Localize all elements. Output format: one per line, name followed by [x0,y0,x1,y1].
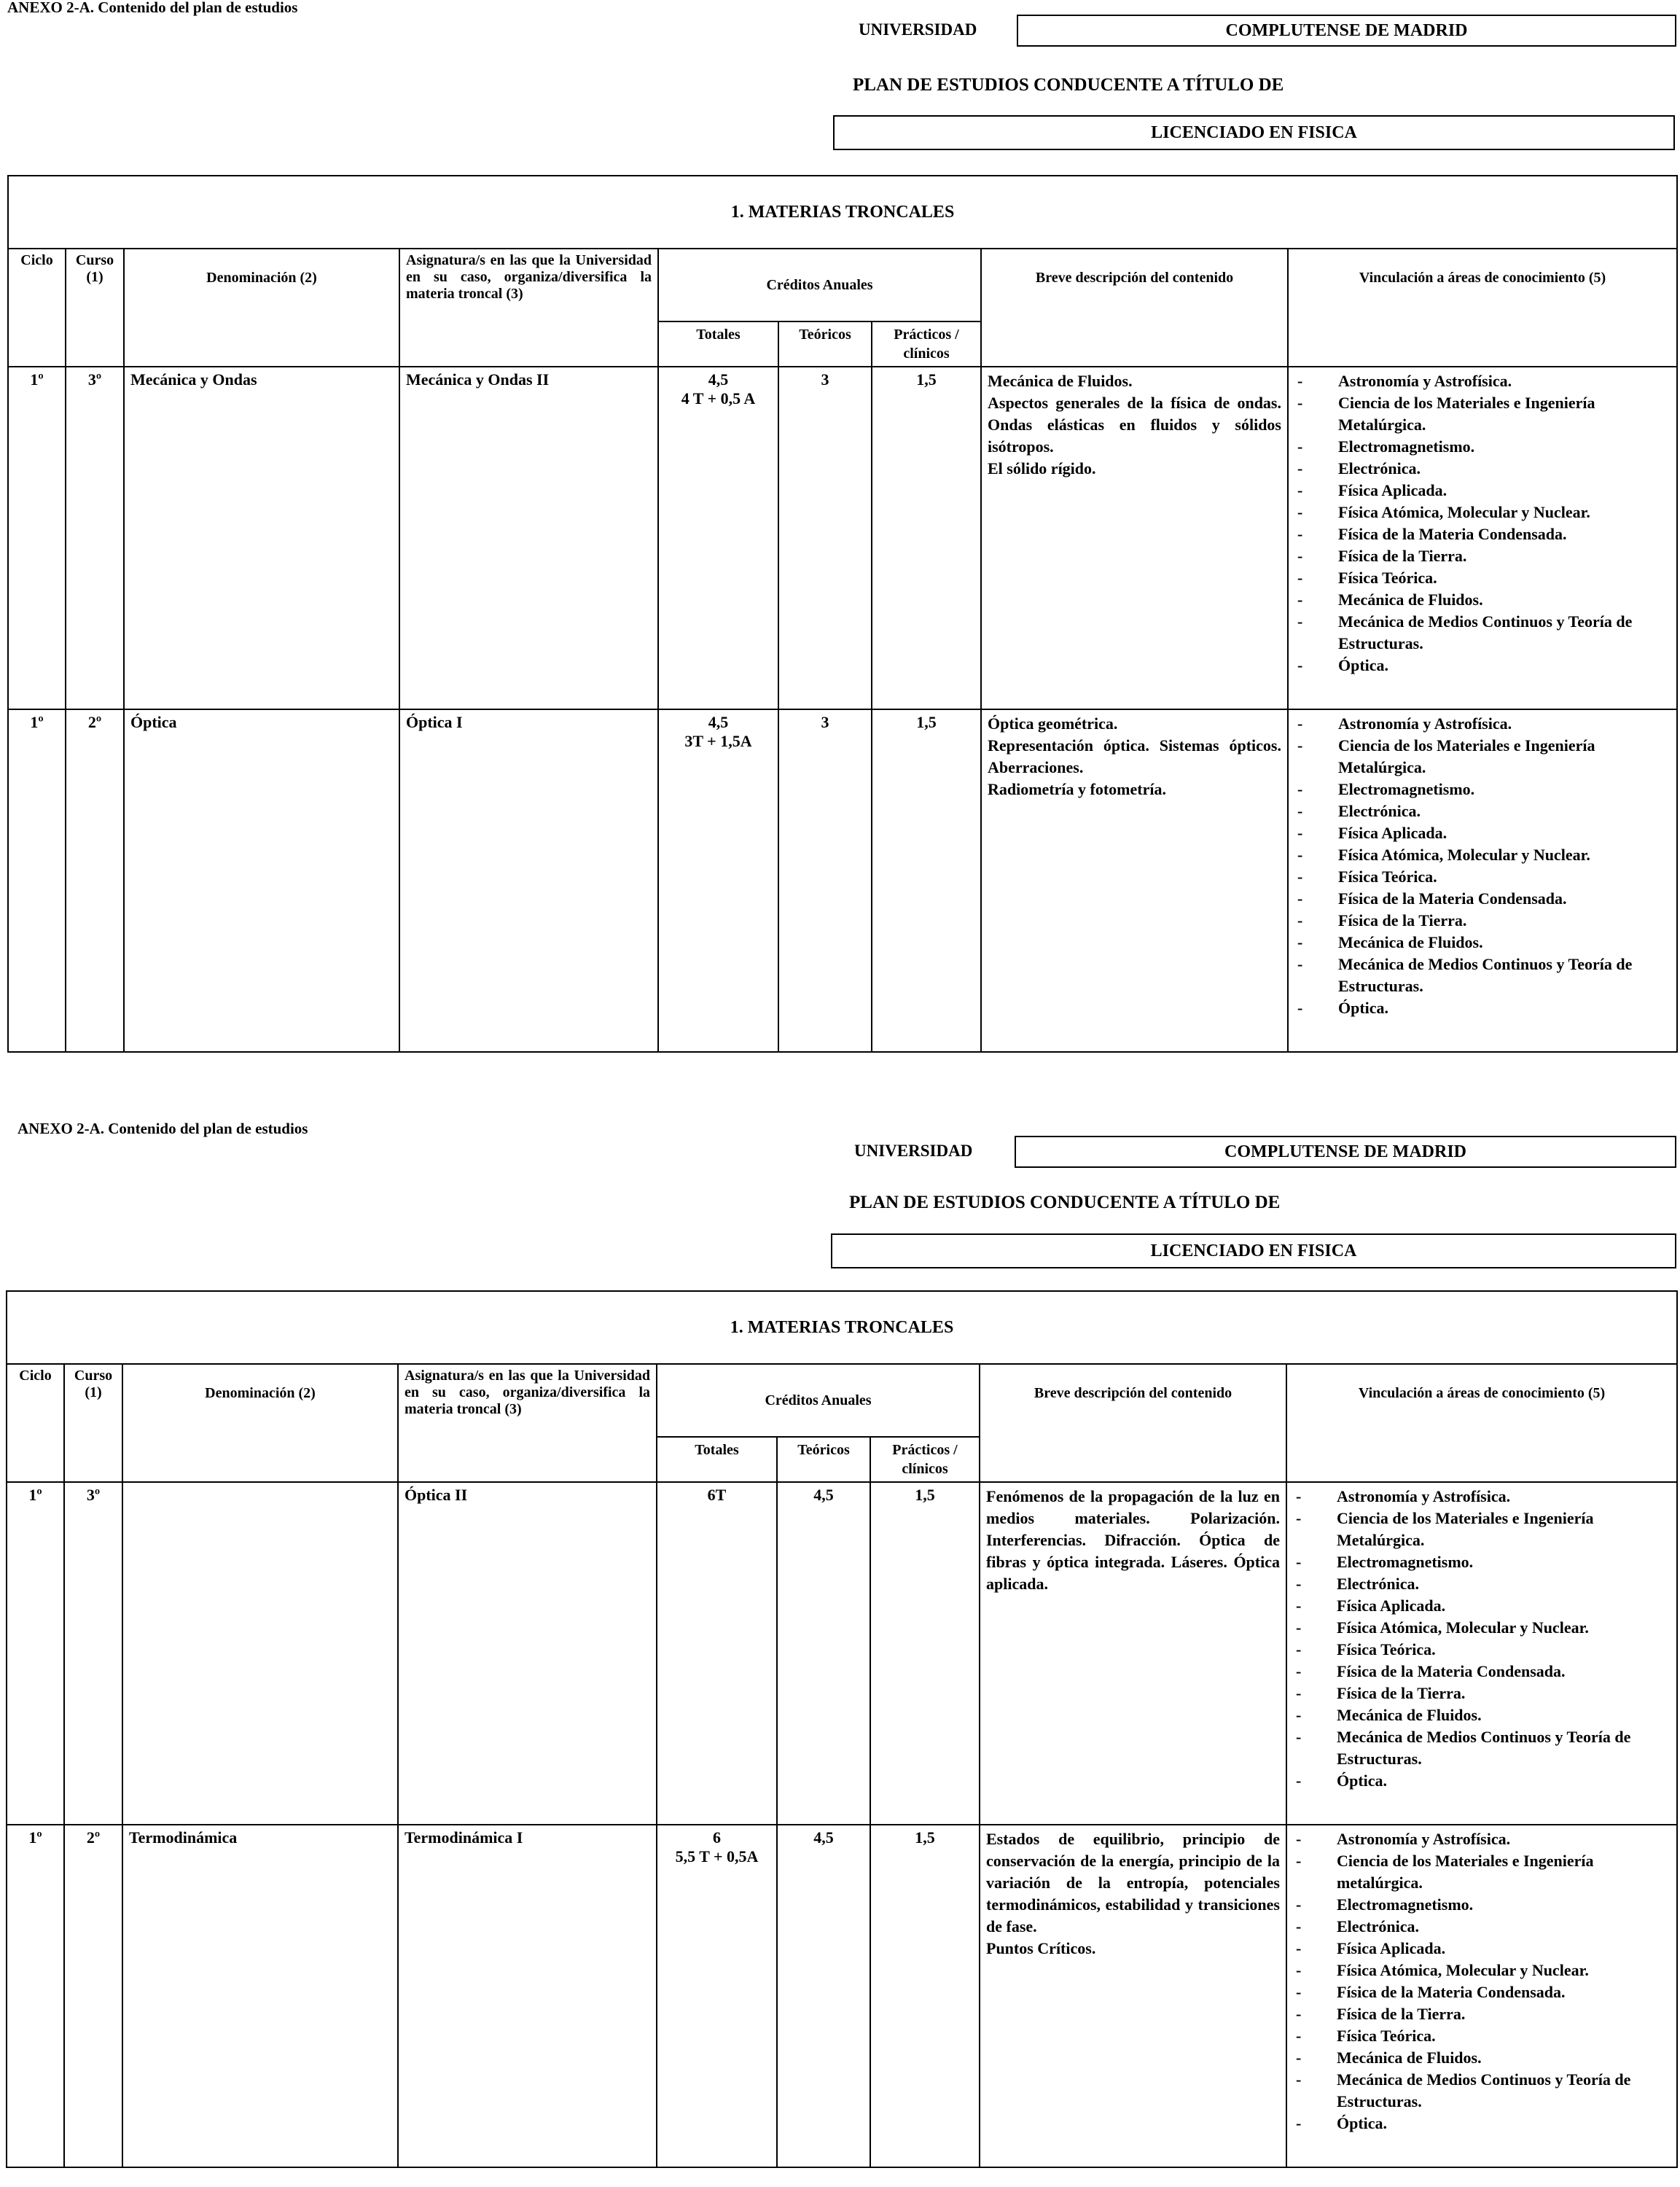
table-title: 1. MATERIAS TRONCALES [8,176,1677,249]
area-item: - Física Atómica, Molecular y Nuclear. [1293,1617,1671,1639]
cell-teoricos: 3 [778,709,872,1052]
cell-practicos: 1,5 [870,1482,980,1825]
cell-teoricos: 4,5 [777,1482,870,1825]
table-title: 1. MATERIAS TRONCALES [7,1291,1677,1364]
header-vinculacion: Vinculación a áreas de conocimiento (5) [1286,1364,1677,1482]
cell-asignatura: Termodinámica I [398,1825,657,2167]
area-item: - Astronomía y Astrofísica. [1294,713,1671,735]
area-item: - Física de la Materia Condensada. [1294,888,1671,910]
area-item: - Física de la Materia Condensada. [1294,523,1671,545]
annex-title: ANEXO 2-A. Contenido del plan de estudios [7,0,298,16]
header-denominacion: Denominación (2) [122,1364,398,1482]
area-item: - Mecánica de Fluidos. [1293,1704,1671,1726]
area-item: - Astronomía y Astrofísica. [1293,1828,1671,1850]
header-creditos: Créditos Anuales [657,1364,980,1437]
cell-descripcion: Fenómenos de la propagación de la luz en medios materiales. Polarización. Interferencias. Difracción. Óptica de fibras y óptica integrada. Láseres. Óptica aplicada. [980,1482,1286,1825]
cell-practicos: 1,5 [872,709,981,1052]
area-item: - Mecánica de Medios Continuos y Teoría de Estructuras. [1293,2069,1671,2113]
cell-asignatura: Óptica I [399,709,658,1052]
cell-ciclo: 1º [8,367,66,709]
area-item: - Física Aplicada. [1293,1595,1671,1617]
totales-value: 4,5 [708,713,729,731]
cell-asignatura: Óptica II [398,1482,657,1825]
table-row [7,1482,1677,1825]
cell-descripcion: Óptica geométrica. Representación óptica. Sistemas ópticos. Aberraciones. Radiometría y fotometría. [981,709,1288,1052]
header-curso: Curso (1) [64,1364,122,1482]
area-item: - Astronomía y Astrofísica. [1293,1486,1671,1508]
cell-denominacion: Mecánica y Ondas [124,367,399,709]
cell-curso: 3º [66,367,124,709]
header-descripcion: Breve descripción del contenido [981,249,1288,367]
header-teoricos: Teóricos [778,321,872,367]
table-row [8,367,1677,709]
cell-descripcion: Mecánica de Fluidos. Aspectos generales de la física de ondas. Ondas elásticas en fluidos y sólidos isótropos. El sólido rígido. [981,367,1288,709]
cell-teoricos: 4,5 [777,1825,870,2167]
totales-split: 5,5 T + 0,5A [675,1847,759,1866]
area-item: - Física Aplicada. [1293,1938,1671,1960]
header-practicos: Prácticos / clínicos [872,321,981,367]
area-item: - Ciencia de los Materiales e Ingeniería metalúrgica. [1293,1850,1671,1894]
area-item: - Física Atómica, Molecular y Nuclear. [1294,844,1671,866]
header-denominacion: Denominación (2) [124,249,399,367]
header-descripcion: Breve descripción del contenido [980,1364,1286,1482]
university-box: COMPLUTENSE DE MADRID [1017,15,1676,47]
cell-denominacion [122,1482,398,1825]
area-item: - Óptica. [1293,2113,1671,2135]
area-item: - Electromagnetismo. [1294,436,1671,458]
area-item: - Astronomía y Astrofísica. [1294,370,1671,392]
area-item: - Electromagnetismo. [1293,1551,1671,1573]
area-item: - Electrónica. [1293,1573,1671,1595]
table-row [7,1825,1677,2167]
cell-asignatura: Mecánica y Ondas II [399,367,658,709]
totales-value: 6T [707,1486,727,1504]
header-asignatura: Asignatura/s en las que la Universidad en su caso, organiza/diversifica la materia troncal (3) [398,1364,657,1482]
area-item: - Física de la Tierra. [1293,1683,1671,1704]
area-item: - Óptica. [1294,997,1671,1019]
area-item: - Física de la Materia Condensada. [1293,1661,1671,1683]
materias-table [6,1290,1678,2168]
area-item: - Física Teórica. [1294,866,1671,888]
area-item: - Física Atómica, Molecular y Nuclear. [1293,1960,1671,1981]
cell-curso: 3º [64,1482,122,1825]
area-item: - Física de la Tierra. [1293,2003,1671,2025]
totales-value: 4,5 [708,370,729,389]
header-ciclo: Ciclo [8,249,66,367]
areas-list [1294,713,1671,1019]
area-item: - Ciencia de los Materiales e Ingeniería Metalúrgica. [1294,392,1671,436]
cell-ciclo: 1º [8,709,66,1052]
cell-areas [1286,1482,1677,1825]
header-totales: Totales [657,1437,777,1482]
area-item: - Mecánica de Fluidos. [1293,2047,1671,2069]
cell-areas [1288,709,1677,1052]
area-item: - Mecánica de Fluidos. [1294,932,1671,954]
cell-areas [1286,1825,1677,2167]
area-item: - Mecánica de Medios Continuos y Teoría de Estructuras. [1294,954,1671,997]
cell-denominacion: Termodinámica [122,1825,398,2167]
cell-totales [657,1825,777,2167]
materias-table [7,175,1678,1053]
area-item: - Electrónica. [1293,1916,1671,1938]
totales-split: 4 T + 0,5 A [681,389,756,408]
area-item: - Física Aplicada. [1294,480,1671,502]
cell-totales [658,709,778,1052]
header-teoricos: Teóricos [777,1437,870,1482]
cell-ciclo: 1º [7,1482,64,1825]
area-item: - Física Teórica. [1293,1639,1671,1661]
page-2 [0,1108,1680,2187]
area-item: - Electromagnetismo. [1294,779,1671,800]
university-box: COMPLUTENSE DE MADRID [1015,1136,1676,1168]
area-item: - Óptica. [1294,655,1671,677]
university-label: UNIVERSIDAD [859,20,977,39]
table-row [8,709,1677,1052]
areas-list [1294,370,1671,677]
cell-descripcion: Estados de equilibrio, principio de conservación de la energía, principio de la variación de la entropía, potenciales termodinámicos, estabilidad y transiciones de fase. Puntos Críticos. [980,1825,1286,2167]
annex-title: ANEXO 2-A. Contenido del plan de estudios [17,1120,308,1137]
cell-curso: 2º [64,1825,122,2167]
area-item: - Física de la Tierra. [1294,910,1671,932]
header-totales: Totales [658,321,778,367]
area-item: - Electromagnetismo. [1293,1894,1671,1916]
area-item: - Física de la Materia Condensada. [1293,1981,1671,2003]
area-item: - Mecánica de Medios Continuos y Teoría de Estructuras. [1294,611,1671,655]
area-item: - Ciencia de los Materiales e Ingeniería Metalúrgica. [1293,1508,1671,1551]
header-vinculacion: Vinculación a áreas de conocimiento (5) [1288,249,1677,367]
cell-practicos: 1,5 [872,367,981,709]
plan-label: PLAN DE ESTUDIOS CONDUCENTE A TÍTULO DE [849,1193,1281,1212]
university-label: UNIVERSIDAD [854,1142,973,1160]
header-curso: Curso (1) [66,249,124,367]
area-item: - Física de la Tierra. [1294,545,1671,567]
cell-totales [658,367,778,709]
cell-areas [1288,367,1677,709]
header-asignatura: Asignatura/s en las que la Universidad en su caso, organiza/diversifica la materia troncal (3) [399,249,658,367]
area-item: - Física Atómica, Molecular y Nuclear. [1294,502,1671,523]
page-1 [0,0,1680,1079]
cell-practicos: 1,5 [870,1825,980,2167]
area-item: - Física Teórica. [1294,567,1671,589]
area-item: - Óptica. [1293,1770,1671,1792]
header-ciclo: Ciclo [7,1364,64,1482]
cell-teoricos: 3 [778,367,872,709]
totales-split: 3T + 1,5A [684,732,752,750]
cell-denominacion: Óptica [124,709,399,1052]
cell-curso: 2º [66,709,124,1052]
areas-list [1293,1486,1671,1792]
area-item: - Electrónica. [1294,458,1671,480]
area-item: - Física Teórica. [1293,2025,1671,2047]
area-item: - Electrónica. [1294,800,1671,822]
area-item: - Física Aplicada. [1294,822,1671,844]
degree-box: LICENCIADO EN FISICA [833,115,1675,150]
area-item: - Mecánica de Medios Continuos y Teoría de Estructuras. [1293,1726,1671,1770]
area-item: - Ciencia de los Materiales e Ingeniería Metalúrgica. [1294,735,1671,779]
cell-totales [657,1482,777,1825]
area-item: - Mecánica de Fluidos. [1294,589,1671,611]
areas-list [1293,1828,1671,2135]
plan-label: PLAN DE ESTUDIOS CONDUCENTE A TÍTULO DE [853,75,1284,95]
header-creditos: Créditos Anuales [658,249,981,321]
cell-ciclo: 1º [7,1825,64,2167]
degree-box: LICENCIADO EN FISICA [831,1233,1676,1268]
totales-value: 6 [713,1828,721,1847]
header-practicos: Prácticos / clínicos [870,1437,980,1482]
